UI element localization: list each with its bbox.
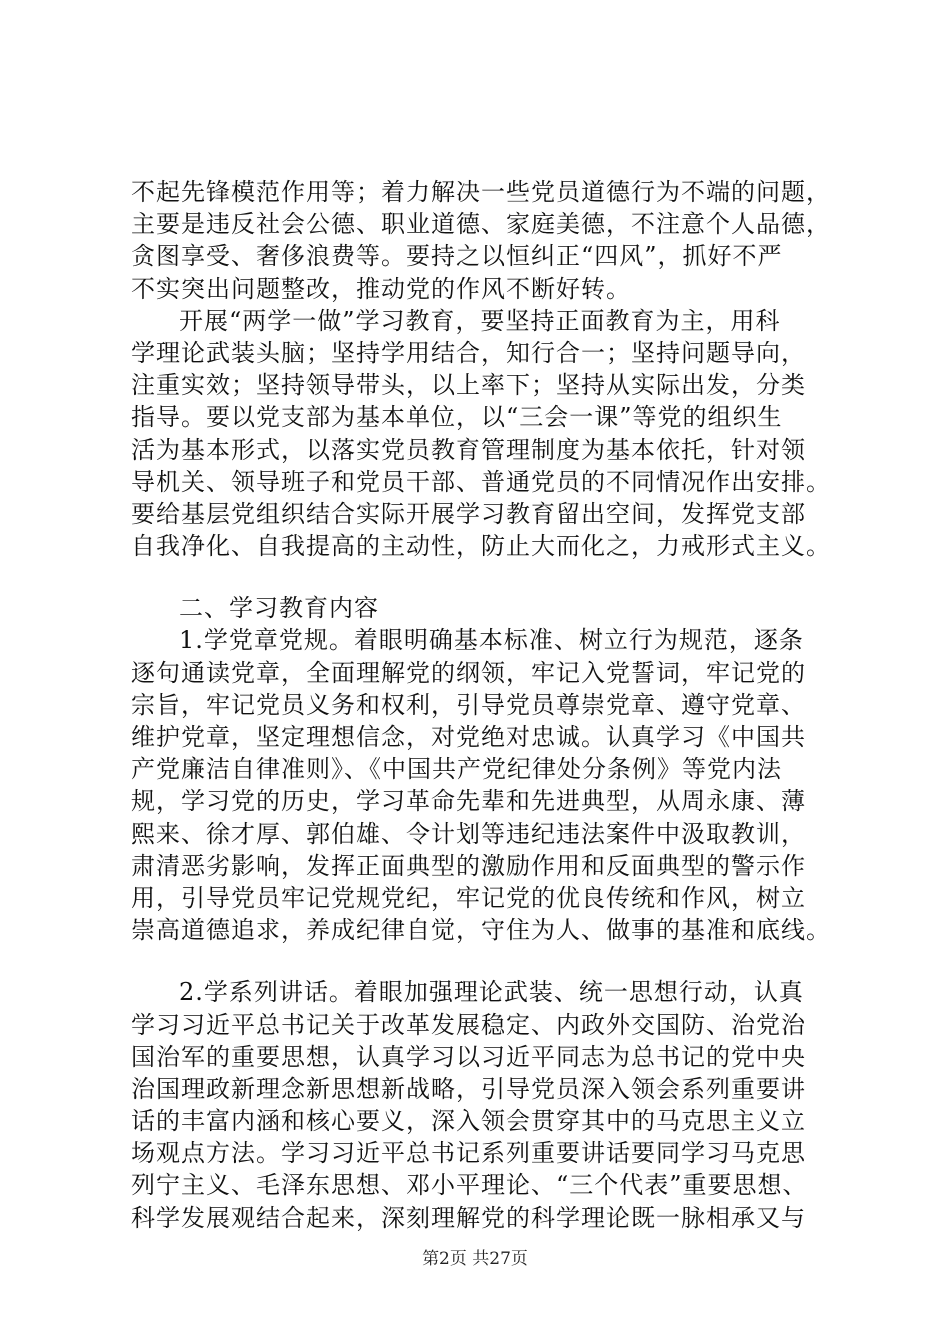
paragraph-principles xyxy=(131,305,831,563)
section-heading xyxy=(131,592,831,624)
paragraph-speeches xyxy=(131,976,831,1234)
text-line: 治国理政新理念新思想新战略，引导党员深入领会系列重要讲 xyxy=(131,1074,806,1103)
text-line: 宗旨，牢记党员义务和权利，引导党员尊崇党章、遵守党章、 xyxy=(131,690,806,719)
section-heading-text: 二、学习教育内容 xyxy=(179,594,379,623)
text-line: 2.学系列讲话。着眼加强理论武装、统一思想行动，认真 xyxy=(179,978,804,1007)
text-line: 逐句通读党章，全面理解党的纲领，牢记入党誓词，牢记党的 xyxy=(131,658,806,687)
text-line: 产党廉洁自律准则》、《中国共产党纪律处分条例》等党内法 xyxy=(131,755,782,784)
paragraph-continuation xyxy=(131,176,831,305)
text-line: 用，引导党员牢记党规党纪，牢记党的优良传统和作风，树立 xyxy=(131,883,806,912)
text-line: 列宁主义、毛泽东思想、邓小平理论、“三个代表”重要思想、 xyxy=(131,1171,808,1200)
text-line: 规，学习党的历史，学习革命先辈和先进典型，从周永康、薄 xyxy=(131,787,806,816)
text-line: 肃清恶劣影响，发挥正面典型的激励作用和反面典型的警示作 xyxy=(131,851,806,880)
text-line: 导机关、领导班子和党员干部、普通党员的不同情况作出安排。 xyxy=(131,467,831,496)
paragraph-party-constitution xyxy=(131,624,831,946)
text-line: 学习习近平总书记关于改革发展稳定、内政外交国防、治党治 xyxy=(131,1010,806,1039)
text-line: 要给基层党组织结合实际开展学习教育留出空间，发挥党支部 xyxy=(131,499,806,528)
text-line: 崇高道德追求，养成纪律自觉，守住为人、做事的基准和底线。 xyxy=(131,916,831,945)
text-line: 主要是违反社会公德、职业道德、家庭美德，不注意个人品德， xyxy=(131,210,831,239)
text-line: 活为基本形式，以落实党员教育管理制度为基本依托，针对领 xyxy=(131,435,806,464)
text-line: 话的丰富内涵和核心要义，深入领会贯穿其中的马克思主义立 xyxy=(131,1107,806,1136)
text-line: 贪图享受、奢侈浪费等。要持之以恒纠正“四风”，抓好不严 xyxy=(131,242,783,271)
page-number: 第2页 共27页 xyxy=(422,1249,528,1269)
page-footer xyxy=(0,1244,950,1269)
text-line: 不起先锋模范作用等；着力解决一些党员道德行为不端的问题， xyxy=(131,178,831,206)
paragraph-gap xyxy=(131,562,831,592)
text-line: 维护党章，坚定理想信念，对党绝对忠诚。认真学习《中国共 xyxy=(131,723,806,751)
text-line: 国治军的重要思想，认真学习以习近平同志为总书记的党中央 xyxy=(131,1042,806,1071)
paragraph-gap xyxy=(131,946,831,976)
text-line: 学理论武装头脑；坚持学用结合，知行合一；坚持问题导向， xyxy=(131,338,806,367)
text-line: 场观点方法。学习习近平总书记系列重要讲话要同学习马克思 xyxy=(131,1139,806,1168)
document-body xyxy=(131,176,831,1234)
text-line: 熙来、徐才厚、郭伯雄、令计划等违纪违法案件中汲取教训， xyxy=(131,819,806,848)
text-line: 开展“两学一做”学习教育，要坚持正面教育为主，用科 xyxy=(179,306,781,335)
text-line: 不实突出问题整改，推动党的作风不断好转。 xyxy=(131,274,631,303)
text-line: 科学发展观结合起来，深刻理解党的科学理论既一脉相承又与 xyxy=(131,1203,806,1232)
text-line: 1.学党章党规。着眼明确基本标准、树立行为规范，逐条 xyxy=(179,626,804,655)
text-line: 指导。要以党支部为基本单位，以“三会一课”等党的组织生 xyxy=(131,403,783,432)
text-line: 注重实效；坚持领导带头，以上率下；坚持从实际出发，分类 xyxy=(131,371,806,400)
text-line: 自我净化、自我提高的主动性，防止大而化之，力戒形式主义。 xyxy=(131,532,831,561)
